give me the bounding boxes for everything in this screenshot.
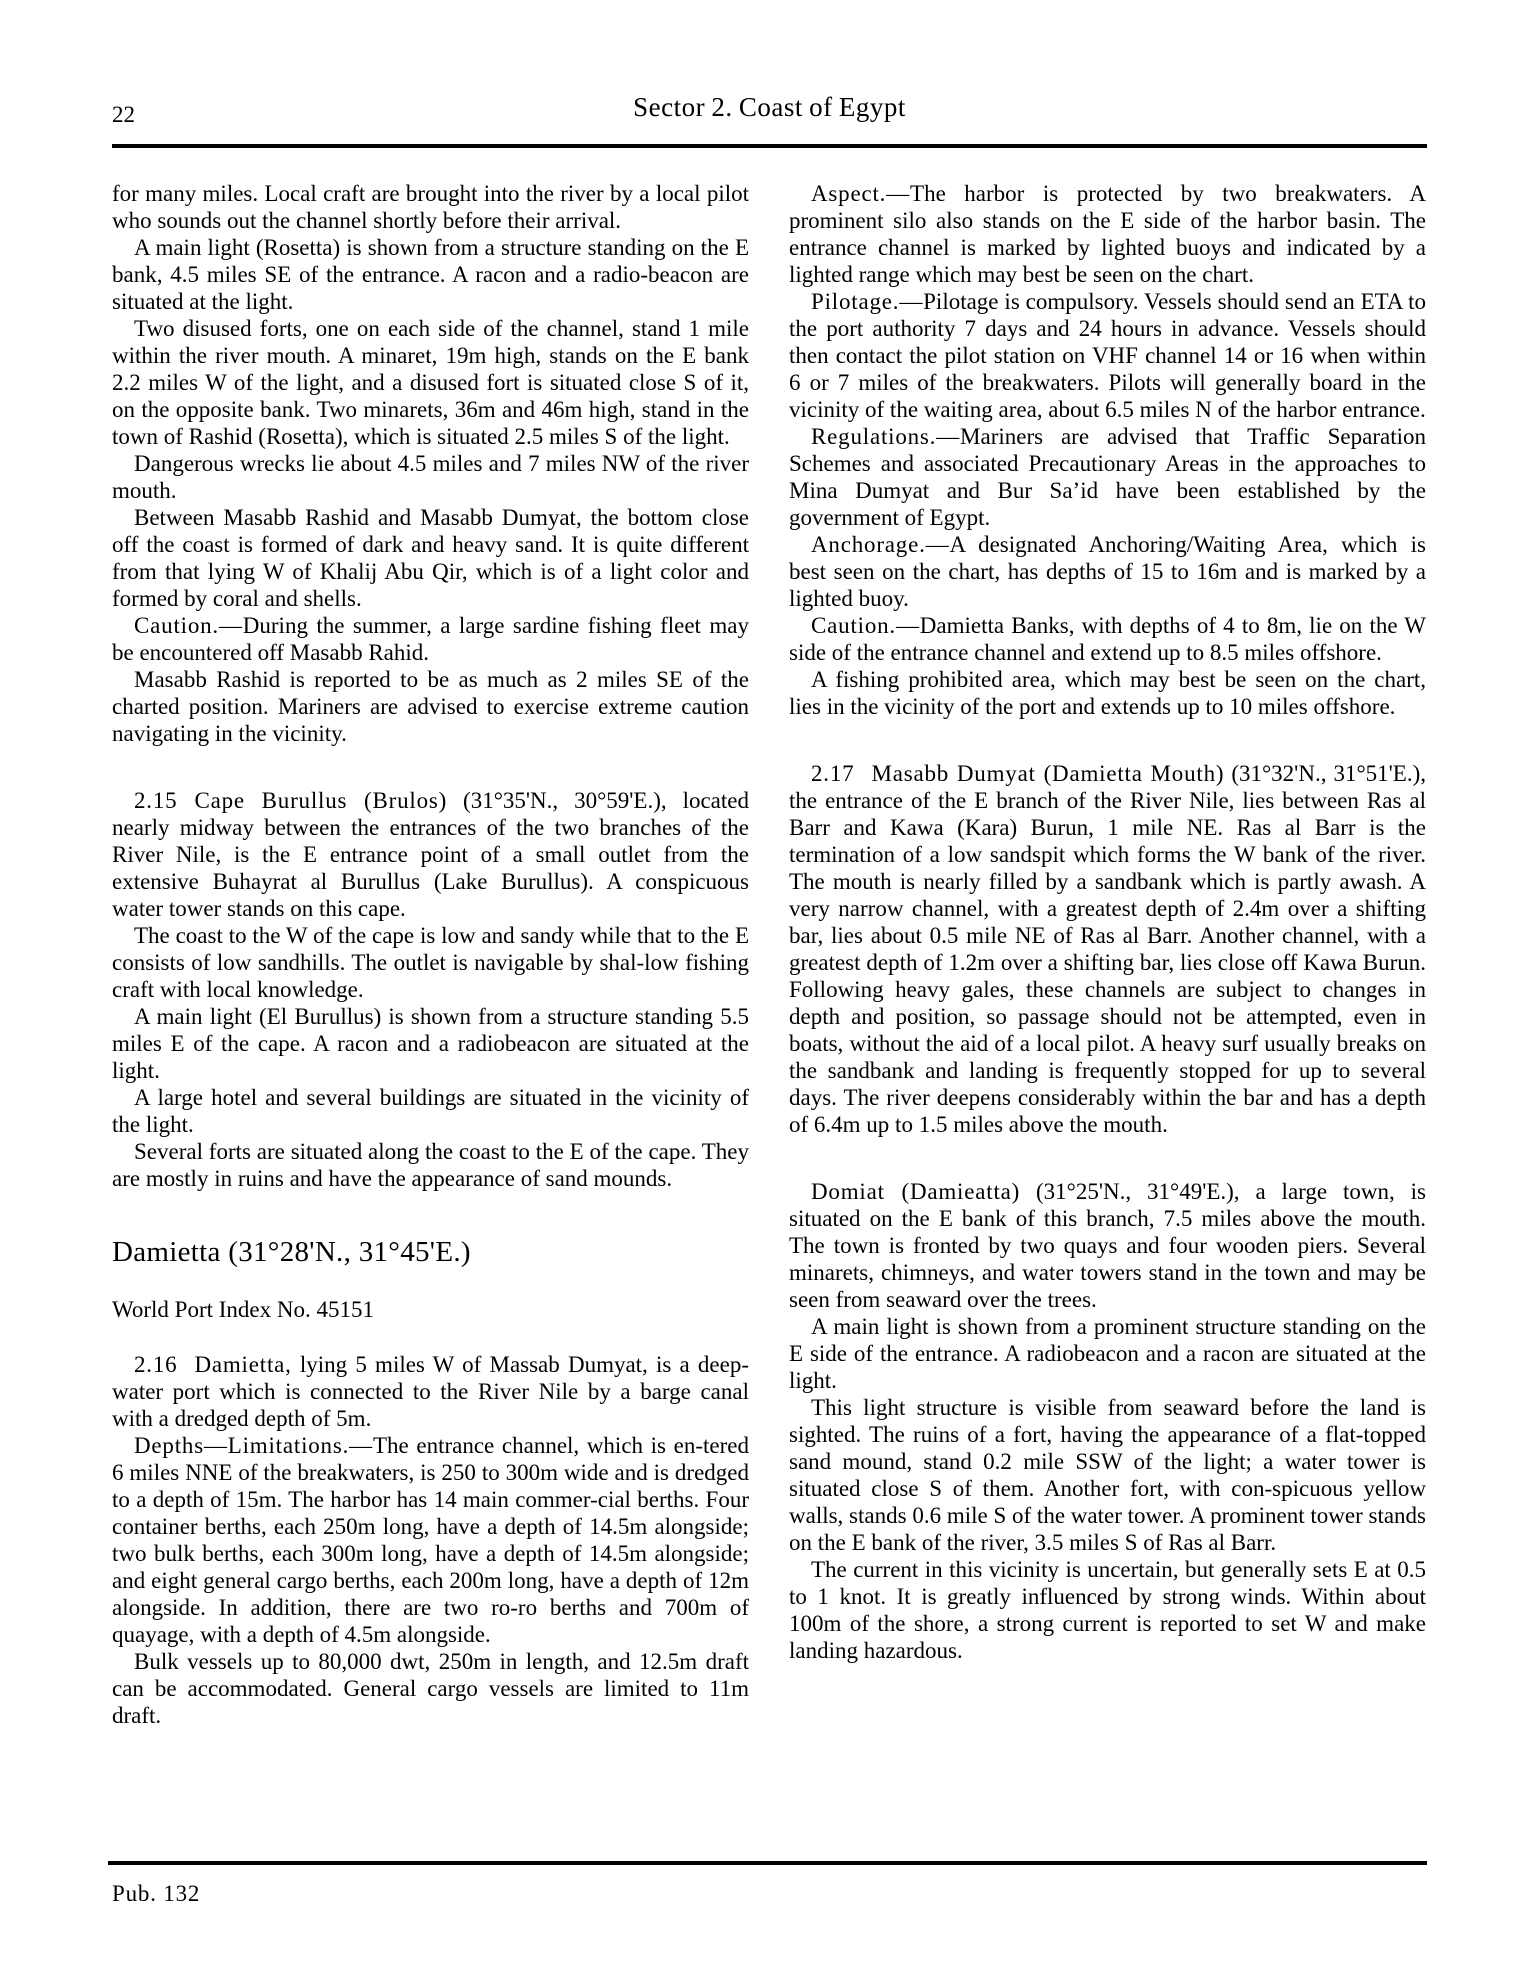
paragraph-text: Damietta Banks, with depths of 4 to 8m, lie on the W side of the entrance channel and extend up to 8.5 miles offshore.	[789, 613, 1426, 665]
paragraph-text: A fishing prohibited area, which may best be seen on the chart, lies in the vicinity of the port and extends up to 10 miles offshore.	[789, 667, 1426, 719]
paragraph-text: During the summer, a large sardine fishing fleet may be encountered off Masabb Rahid.	[112, 613, 749, 665]
paragraph	[112, 1003, 749, 1084]
paragraph-text: A designated Anchoring/Waiting Area, which is best seen on the chart, has depths of 15 to 16m and is marked by a lighted buoy.	[789, 532, 1426, 611]
paragraph-caution	[789, 612, 1426, 666]
left-column	[112, 180, 749, 1729]
paragraph-lead-label: Caution.—	[811, 613, 920, 638]
paragraph	[112, 922, 749, 1003]
paragraph-text: The entrance channel, which is en-tered 6 miles NNE of the breakwaters, is 250 to 300m wide and is dredged to a depth of 15m. The harbor has 14 main commer-cial berths. Four container berths, each 250m long, have a depth of 14.5m alongside; two bulk berths, each 300m long, have a depth of 14.5m alongside; and eight general cargo berths, each 200m long, have a depth of 12m alongside. In addition, there are two ro-ro berths and 700m of quayage, with a depth of 4.5m alongside.	[112, 1433, 749, 1647]
paragraph-regulations	[789, 423, 1426, 531]
paragraph-text: Bulk vessels up to 80,000 dwt, 250m in length, and 12.5m draft can be accommodated. General cargo vessels are limited to 11m draft.	[112, 1649, 749, 1728]
paragraph-anchorage	[789, 531, 1426, 612]
paragraph-text: A main light (Rosetta) is shown from a structure standing on the E bank, 4.5 miles SE of the entrance. A racon and a radio-beacon are situated at the light.	[112, 235, 749, 314]
paragraph-text: The harbor is protected by two breakwaters. A prominent silo also stands on the E side of the harbor basin. The entrance channel is marked by lighted buoys and indicated by a lighted range which may best be seen on the chart.	[789, 181, 1426, 287]
footer-rule	[108, 1861, 1427, 1865]
paragraph-lead-label: Aspect.—	[811, 181, 911, 206]
paragraph-text: The current in this vicinity is uncertain, but generally sets E at 0.5 to 1 knot. It is greatly influenced by strong winds. Within about 100m of the shore, a strong current is reported to set W and make landing hazardous.	[789, 1557, 1426, 1663]
paragraph-text: Mariners are advised that Traffic Separation Schemes and associated Precautionary Areas in the approaches to Mina Dumyat and Bur Sa’id have been established by the government of Egypt.	[789, 424, 1426, 530]
paragraph	[789, 666, 1426, 720]
feature-name: Masabb Dumyat (Damietta Mouth)	[871, 761, 1225, 786]
paragraph-lead-label: Pilotage.—	[811, 289, 924, 314]
paragraph-text: lying 5 miles W of Massab Dumyat, is a deep-water port which is connected to the River Nile by a barge canal with a dredged depth of 5m.	[112, 1352, 749, 1431]
paragraph	[112, 234, 749, 315]
paragraph-text: (31°35'N., 30°59'E.), located nearly midway between the entrances of the two branches of the River Nile, is the E entrance point of a small outlet from the extensive Buhayrat al Burullus (Lake Burullus). A conspicuous water tower stands on this cape.	[112, 788, 749, 921]
paragraph	[789, 1313, 1426, 1394]
paragraph-text: Dangerous wrecks lie about 4.5 miles and 7 miles NW of the river mouth.	[112, 451, 749, 503]
paragraph-text: (31°32'N., 31°51'E.), the entrance of the E branch of the River Nile, lies between Ras al Barr and Kawa (Kara) Burun, 1 mile NE. Ras al Barr is the termination of a low sandspit which forms the W bank of the river. The mouth is nearly filled by a sandbank which is partly awash. A very narrow channel, with a greatest depth of 2.4m over a shifting bar, lies about 0.5 mile NE of Ras al Barr. Another channel, with a greatest depth of 1.2m over a shifting bar, lies close off Kawa Burun. Following heavy gales, these channels are subject to changes in depth and position, so passage should not be attempted, even in boats, without the aid of a local pilot. A heavy surf usually breaks on the sandbank and landing is frequently stopped for up to several days. The river deepens considerably within the bar and has a depth of 6.4m up to 1.5 miles above the mouth.	[789, 761, 1426, 1137]
paragraph-text: This light structure is visible from seaward before the land is sighted. The ruins of a fort, having the appearance of a flat-topped sand mound, stand 0.2 mile SSW of the light; a water tower is situated close S of them. Another fort, with con-spicuous yellow walls, stands 0.6 mile S of the water tower. A prominent tower stands on the E bank of the river, 3.5 miles S of Ras al Barr.	[789, 1395, 1426, 1555]
paragraph	[112, 1648, 749, 1729]
paragraph	[112, 180, 749, 234]
page-header	[112, 0, 1427, 128]
paragraph-domiat	[789, 1178, 1426, 1313]
paragraph	[112, 1138, 749, 1192]
world-port-index: World Port Index No. 45151	[112, 1297, 374, 1322]
section-paragraph	[789, 760, 1426, 1138]
paragraph	[112, 504, 749, 612]
paragraph	[112, 315, 749, 450]
right-column	[789, 180, 1426, 1729]
paragraph-text: Between Masabb Rashid and Masabb Dumyat, the bottom close off the coast is formed of dark and heavy sand. It is quite different from that lying W of Khalij Abu Qir, which is of a light color and formed by coral and shells.	[112, 505, 749, 611]
feature-heading-damietta: Damietta (31°28'N., 31°45'E.)	[112, 1236, 471, 1268]
paragraph-lead-label: Caution.—	[134, 613, 243, 638]
text-columns	[112, 180, 1427, 1729]
paragraph-text: The coast to the W of the cape is low and sandy while that to the E consists of low sandhills. The outlet is navigable by shal-low fishing craft with local knowledge.	[112, 923, 749, 1002]
header-rule	[112, 144, 1427, 148]
paragraph-aspect	[789, 180, 1426, 288]
feature-name: Domiat (Damieatta)	[811, 1179, 1021, 1204]
running-header-title: Sector 2. Coast of Egypt	[633, 92, 906, 122]
section-paragraph	[112, 787, 749, 922]
paragraph-depths-limitations	[112, 1432, 749, 1648]
paragraph-pilotage	[789, 288, 1426, 423]
paragraph-text: A main light is shown from a prominent structure standing on the E side of the entrance. A radiobeacon and a racon are situated at the light.	[789, 1314, 1426, 1393]
paragraph-text: (31°25'N., 31°49'E.), a large town, is situated on the E bank of this branch, 7.5 miles above the mouth. The town is fronted by two quays and four wooden piers. Several minarets, chimneys, and water towers stand in the town and may be seen from seaward over the trees.	[789, 1179, 1426, 1312]
publication-number: Pub. 132	[112, 1881, 201, 1906]
section-number: 2.15	[134, 788, 178, 813]
paragraph-text: for many miles. Local craft are brought into the river by a local pilot who sounds out the channel shortly before their arrival.	[112, 181, 749, 233]
feature-name: Cape Burullus (Brulos)	[194, 788, 448, 813]
section-paragraph	[112, 1351, 749, 1432]
section-number: 2.16	[134, 1352, 178, 1377]
feature-name: Damietta,	[194, 1352, 292, 1377]
paragraph	[789, 1394, 1426, 1556]
paragraph-text: A large hotel and several buildings are situated in the vicinity of the light.	[112, 1085, 749, 1137]
paragraph	[112, 1084, 749, 1138]
paragraph-text: Several forts are situated along the coast to the E of the cape. They are mostly in ruins and have the appearance of sand mounds.	[112, 1139, 749, 1191]
paragraph-text: Two disused forts, one on each side of the channel, stand 1 mile within the river mouth. A minaret, 19m high, stands on the E bank 2.2 miles W of the light, and a disused fort is situated close S of it, on the opposite bank. Two minarets, 36m and 46m high, stand in the town of Rashid (Rosetta), which is situated 2.5 miles S of the light.	[112, 316, 749, 449]
paragraph-text: Masabb Rashid is reported to be as much as 2 miles SE of the charted position. Mariners are advised to exercise extreme caution navigating in the vicinity.	[112, 667, 749, 746]
paragraph	[112, 450, 749, 504]
paragraph-text: Pilotage is compulsory. Vessels should send an ETA to the port authority 7 days and 24 hours in advance. Vessels should then contact the pilot station on VHF channel 14 or 16 when within 6 or 7 miles of the breakwaters. Pilots will generally board in the vicinity of the waiting area, about 6.5 miles N of the harbor entrance.	[789, 289, 1426, 422]
section-number: 2.17	[811, 761, 855, 786]
paragraph-caution	[112, 612, 749, 666]
paragraph-lead-label: Anchorage.—	[811, 532, 950, 557]
page-number: 22	[112, 102, 135, 127]
paragraph-lead-label: Regulations.—	[811, 424, 961, 449]
paragraph-text: A main light (El Burullus) is shown from a structure standing 5.5 miles E of the cape. A racon and a radiobeacon are situated at the light.	[112, 1004, 749, 1083]
paragraph	[112, 666, 749, 747]
paragraph	[789, 1556, 1426, 1664]
paragraph-lead-label: Depths—Limitations.—	[134, 1433, 373, 1458]
